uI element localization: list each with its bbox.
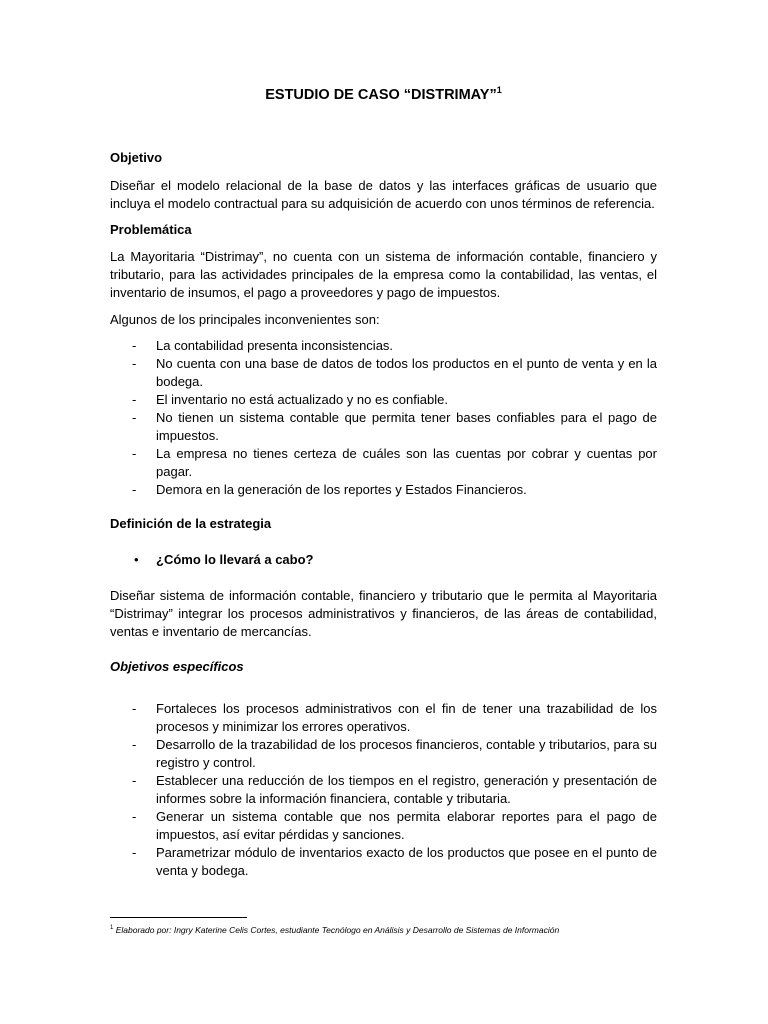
document-body xyxy=(110,85,657,880)
dash-bullet: - xyxy=(132,482,137,497)
list-item-text: Demora en la generación de los reportes y Estados Financieros. xyxy=(156,482,527,497)
title-footnote-marker[interactable]: 1 xyxy=(496,85,502,96)
footnote-separator xyxy=(110,917,247,918)
list-item-text: Desarrollo de la trazabilidad de los procesos financieros, contable y tributarios, para su registro y control. xyxy=(156,737,657,770)
list-item xyxy=(110,808,657,844)
list-item-text: Generar un sistema contable que nos permita elaborar reportes para el pago de impuestos, así evitar pérdidas y sanciones. xyxy=(156,809,657,842)
dash-bullet: - xyxy=(132,737,137,752)
list-item-text: La empresa no tienes certeza de cuáles son las cuentas por cobrar y cuentas por pagar. xyxy=(156,446,657,479)
dash-bullet: - xyxy=(132,356,137,371)
list-item xyxy=(110,772,657,808)
list-item xyxy=(110,844,657,880)
document-title xyxy=(110,85,657,105)
list-item-text: Establecer una reducción de los tiempos en el registro, generación y presentación de informes sobre la información financiera, contable y tributaria. xyxy=(156,773,657,806)
problematica-list xyxy=(110,337,657,499)
problematica-intro: Algunos de los principales inconvenientes son: xyxy=(110,312,380,327)
list-item-text: Parametrizar módulo de inventarios exacto de los productos que posee en el punto de venta y bodega. xyxy=(156,845,657,878)
footnote xyxy=(110,924,670,936)
dash-bullet: - xyxy=(132,809,137,824)
list-item-text: El inventario no está actualizado y no es confiable. xyxy=(156,392,448,407)
list-item xyxy=(110,481,657,499)
list-item xyxy=(110,409,657,445)
dash-bullet: - xyxy=(132,701,137,716)
list-item-text: No tienen un sistema contable que permita tener bases confiables para el pago de impuestos. xyxy=(156,410,657,443)
dash-bullet: - xyxy=(132,773,137,788)
estrategia-question xyxy=(110,551,657,569)
dot-bullet: • xyxy=(134,552,139,567)
dash-bullet: - xyxy=(132,338,137,353)
estrategia-text: Diseñar sistema de información contable, financiero y tributario que le permita al Mayoritaria “Distrimay” integrar los procesos administrativos y financieros, de las áreas de contabilidad, ventas e inventario de mercancías. xyxy=(110,588,657,639)
objetivo-text: Diseñar el modelo relacional de la base de datos y las interfaces gráficas de usuario que incluya el modelo contractual para su adquisición de acuerdo con unos términos de referencia. xyxy=(110,178,657,211)
footnote-marker: 1 xyxy=(110,925,114,932)
list-item xyxy=(110,445,657,481)
especificos-list xyxy=(110,700,657,880)
list-item-text: No cuenta con una base de datos de todos los productos en el punto de venta y en la bodega. xyxy=(156,356,657,389)
estrategia-heading: Definición de la estrategia xyxy=(110,516,272,531)
dash-bullet: - xyxy=(132,845,137,860)
list-item xyxy=(110,355,657,391)
list-item-text: La contabilidad presenta inconsistencias. xyxy=(156,338,394,353)
list-item xyxy=(110,736,657,772)
title-text: ESTUDIO DE CASO “DISTRIMAY” xyxy=(265,87,497,103)
estrategia-question-text: ¿Cómo lo llevará a cabo? xyxy=(156,552,314,567)
problematica-heading: Problemática xyxy=(110,222,192,237)
footnote-text: Elaborado por: Ingry Katerine Celis Cortes, estudiante Tecnólogo en Análisis y Desarrollo de Sistemas de Información xyxy=(115,925,560,935)
especificos-heading: Objetivos específicos xyxy=(110,659,244,674)
list-item xyxy=(110,700,657,736)
list-item xyxy=(110,337,657,355)
dash-bullet: - xyxy=(132,392,137,407)
problematica-text: La Mayoritaria “Distrimay”, no cuenta con un sistema de información contable, financiero y tributario, para las actividades principales de la empresa como la contabilidad, las ventas, el inventario de insumos, el pago a proveedores y pago de impuestos. xyxy=(110,249,657,300)
list-item xyxy=(110,391,657,409)
objetivo-heading: Objetivo xyxy=(110,150,163,165)
dash-bullet: - xyxy=(132,446,137,461)
dash-bullet: - xyxy=(132,410,137,425)
list-item-text: Fortaleces los procesos administrativos con el fin de tener una trazabilidad de los procesos y minimizar los errores operativos. xyxy=(156,701,657,734)
